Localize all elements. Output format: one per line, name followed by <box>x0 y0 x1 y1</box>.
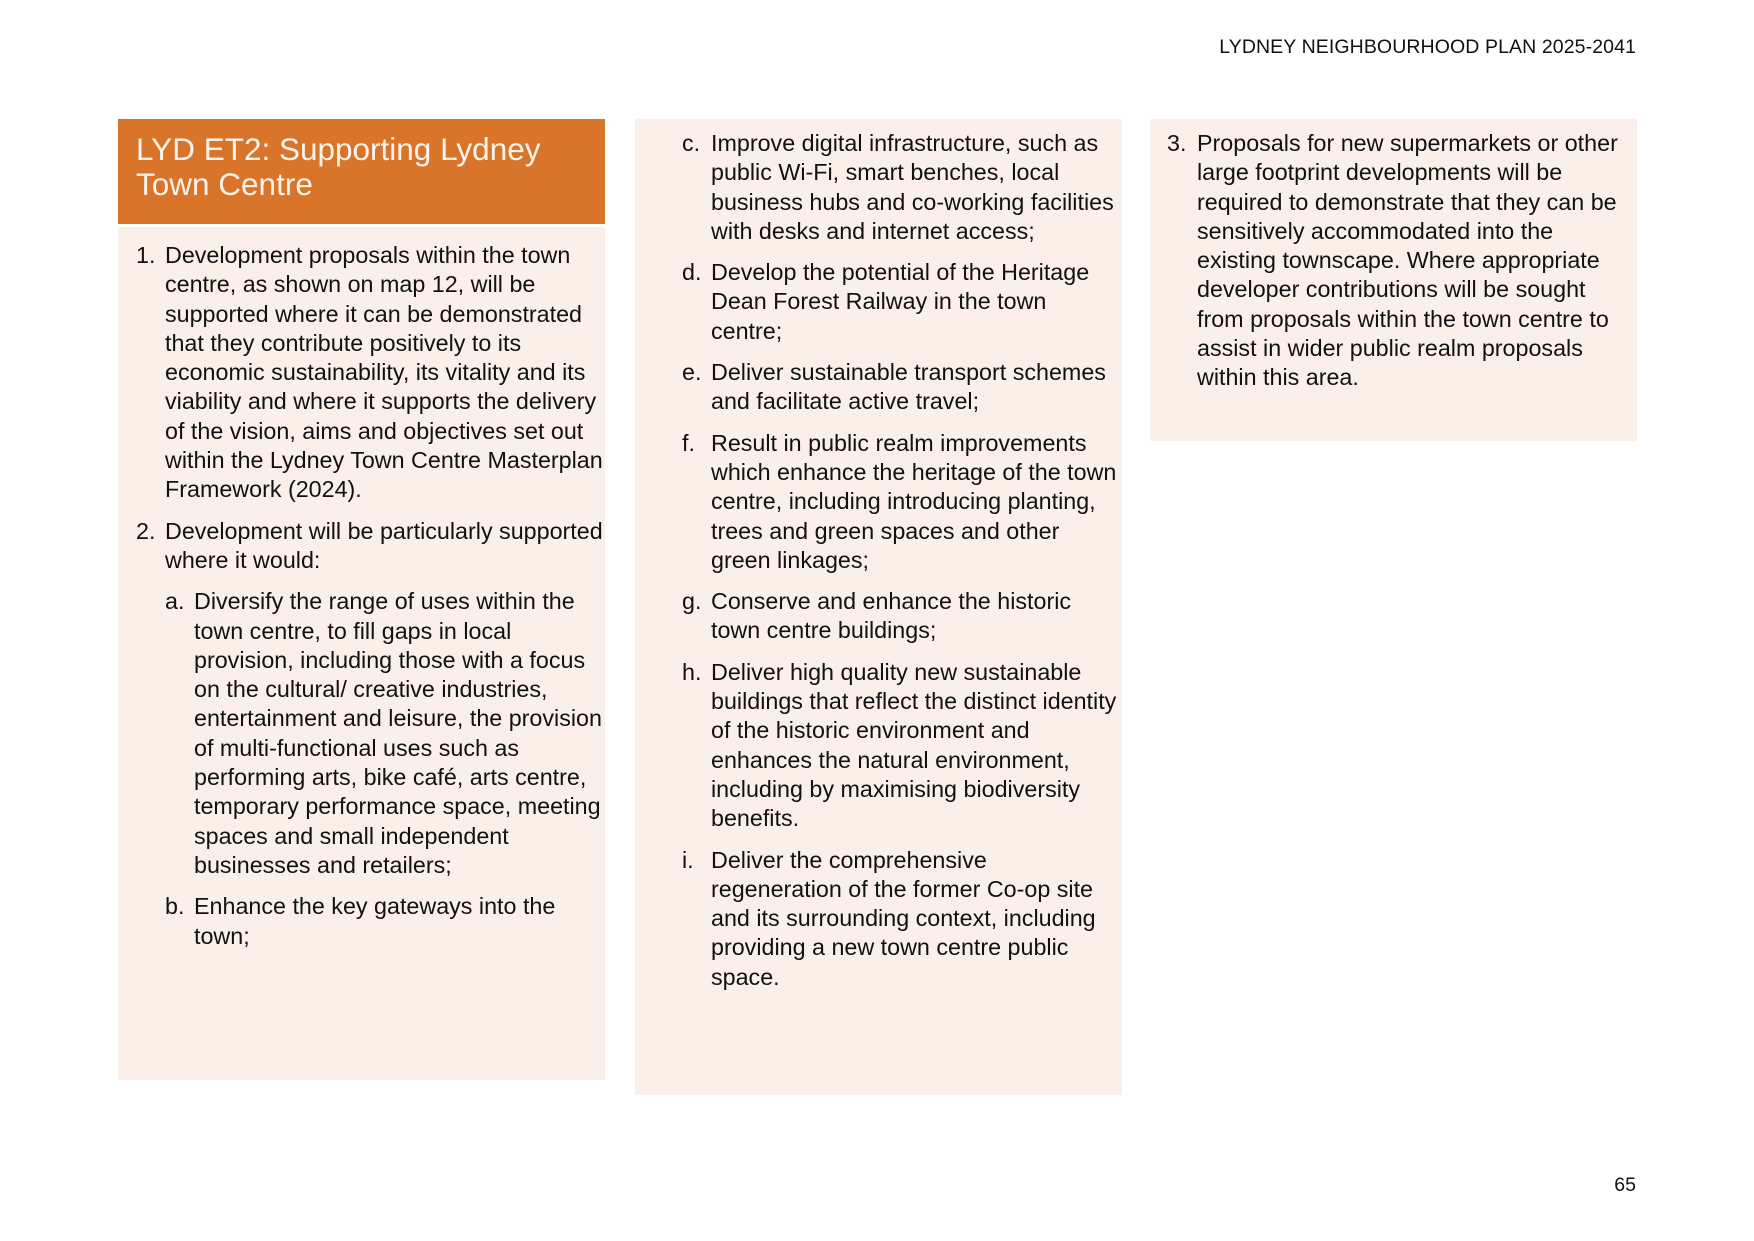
sub-item-text: Deliver the comprehensive regeneration of the former Co-op site and its surrounding context, including providing a new town centre public space. <box>711 846 1096 990</box>
policy-sublist-continued <box>635 129 1122 992</box>
item-marker: 2. <box>136 517 156 544</box>
sub-item-f <box>635 429 1122 575</box>
policy-title: LYD ET2: Supporting Lydney Town Centre <box>118 119 605 224</box>
sub-item-text: Result in public realm improvements which enhance the heritage of the town centre, including introducing planting, trees and green spaces and other green linkages; <box>711 429 1117 573</box>
sub-item-marker: e. <box>682 359 702 386</box>
sub-item-marker: i. <box>682 846 694 873</box>
sub-item-marker: f. <box>682 429 695 456</box>
sub-item-text: Conserve and enhance the historic town centre buildings; <box>711 588 1072 644</box>
sub-item-text: Deliver sustainable transport schemes and facilitate active travel; <box>711 359 1106 415</box>
sub-item-marker: a. <box>165 588 185 615</box>
sub-item-a <box>165 587 605 880</box>
sub-item-b <box>165 892 605 951</box>
sub-item-text: Develop the potential of the Heritage Dean Forest Railway in the town centre; <box>711 259 1090 344</box>
policy-sublist <box>165 587 605 951</box>
sub-item-h <box>635 658 1122 834</box>
policy-column-1 <box>118 119 605 1080</box>
sub-item-i <box>635 846 1122 992</box>
sub-item-text: Diversify the range of uses within the town centre, to fill gaps in local provision, including those with a focus on the cultural/ creative industries, entertainment and leisure, the provision of multi-functional uses such as performing arts, bike café, arts centre, temporary performance space, meeting spaces and small independent businesses and retailers; <box>194 588 602 878</box>
item-text: Development will be particularly supported where it would: <box>165 517 603 573</box>
sub-item-c <box>635 129 1122 246</box>
sub-item-marker: g. <box>682 588 702 615</box>
policy-column-2 <box>635 119 1122 1095</box>
item-text: Proposals for new supermarkets or other large footprint developments will be required to demonstrate that they can be sensitively accommodated into the existing townscape. Where appropriate developer contributions will be sought from proposals within the town centre to assist in wider public realm proposals within this area. <box>1197 130 1618 391</box>
sub-item-marker: b. <box>165 893 185 920</box>
sub-item-d <box>635 258 1122 346</box>
page-number: 65 <box>1614 1174 1636 1196</box>
sub-item-text: Enhance the key gateways into the town; <box>194 893 556 949</box>
sub-item-e <box>635 358 1122 417</box>
policy-list-continued <box>1150 129 1637 393</box>
policy-column-3 <box>1150 119 1637 441</box>
sub-item-marker: h. <box>682 658 702 685</box>
sub-item-text: Improve digital infrastructure, such as public Wi-Fi, smart benches, local business hubs and co-working facilities with desks and internet access; <box>711 130 1114 244</box>
sub-item-text: Deliver high quality new sustainable buildings that reflect the distinct identity of the historic environment and enhances the natural environment, including by maximising biodiversity benefits. <box>711 658 1117 832</box>
sub-item-marker: c. <box>682 130 701 156</box>
sub-item-marker: d. <box>682 259 702 286</box>
running-header: LYDNEY NEIGHBOURHOOD PLAN 2025-2041 <box>1219 36 1636 58</box>
sub-item-g <box>635 587 1122 646</box>
policy-item-2 <box>118 517 605 951</box>
policy-list <box>118 227 605 951</box>
policy-item-3 <box>1150 129 1637 393</box>
item-marker: 1. <box>136 242 156 268</box>
item-marker: 3. <box>1167 130 1187 156</box>
item-text: Development proposals within the town centre, as shown on map 12, will be supported where it can be demonstrated that they contribute positively to its economic sustainability, its vitality and its viability and where it supports the delivery of the vision, aims and objectives set out within the Lydney Town Centre Masterplan Framework (2024). <box>165 242 603 503</box>
policy-item-1 <box>118 241 605 505</box>
